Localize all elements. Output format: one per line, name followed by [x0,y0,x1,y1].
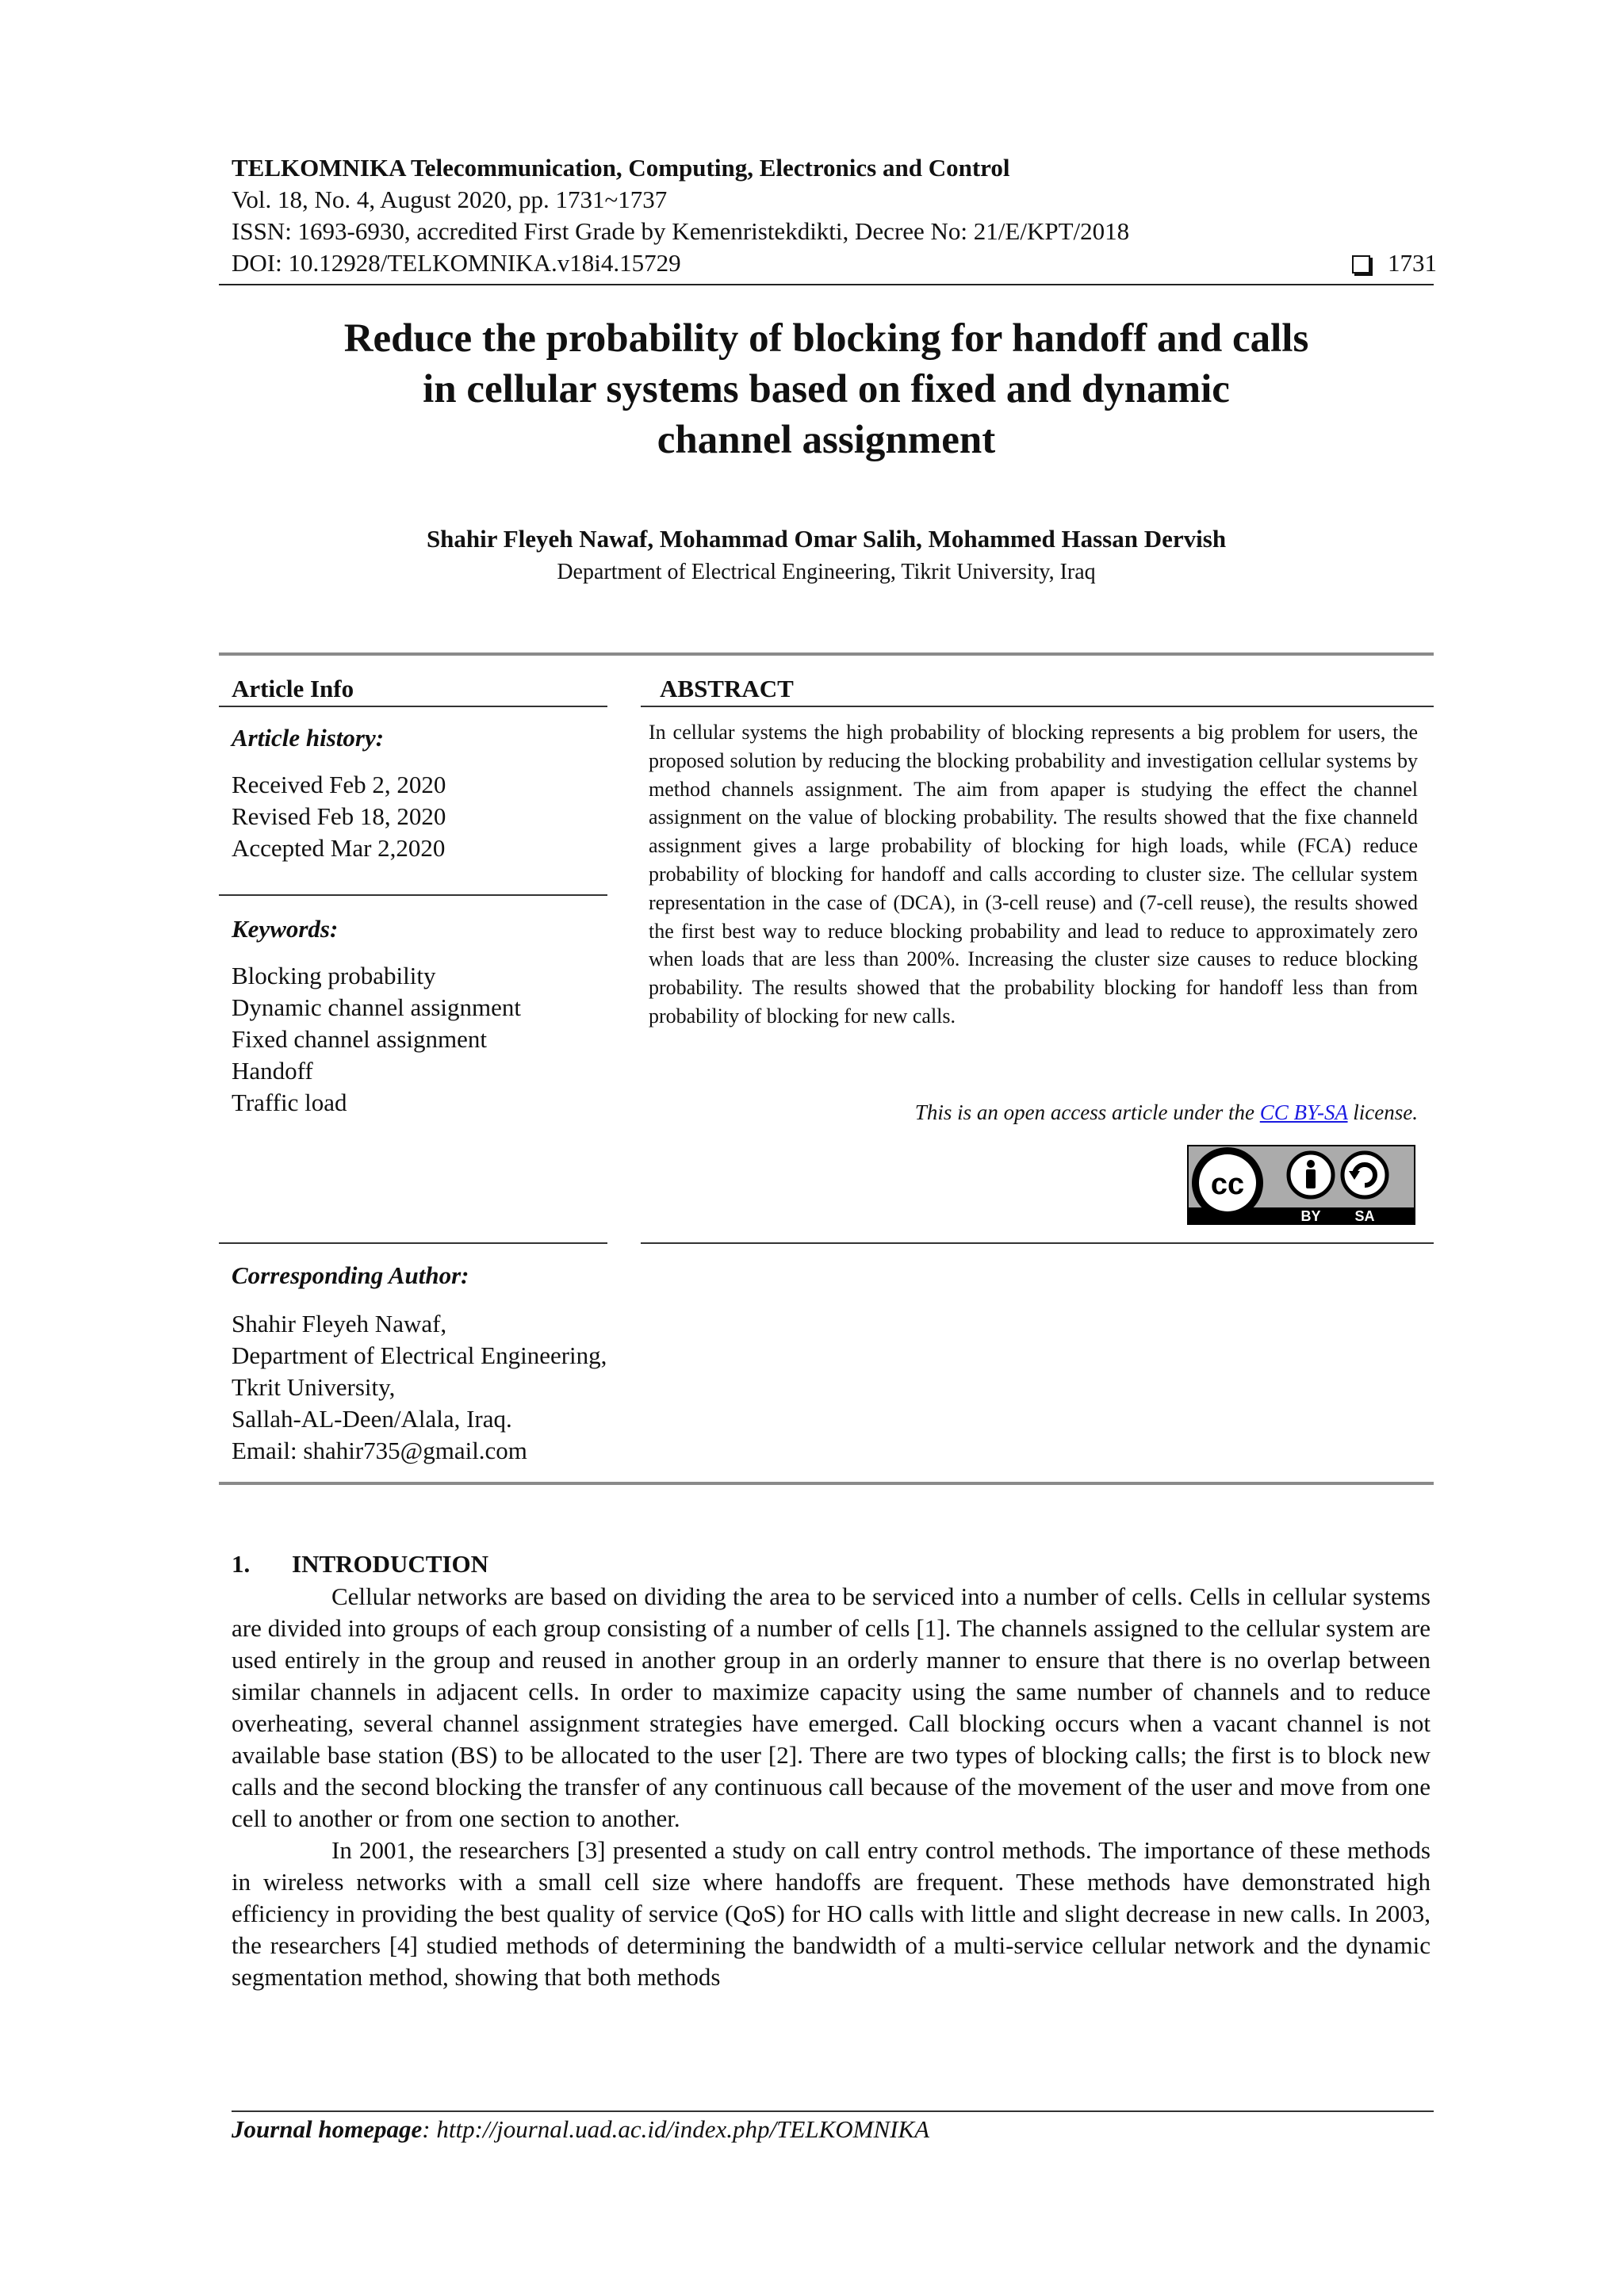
title-line: channel assignment [657,418,996,462]
history-heading: Article history: [232,724,385,752]
journal-header [232,152,1437,279]
journal-title: TELKOMNIKA Telecommunication, Computing, Electronics and Control [232,154,1010,182]
corresponding-heading: Corresponding Author: [232,1261,469,1289]
by-label: BY [1300,1208,1321,1224]
keyword-item: Dynamic channel assignment [232,993,522,1021]
history-item: Accepted Mar 2,2020 [232,834,446,862]
journal-doi: DOI: 10.12928/TELKOMNIKA.v18i4.15729 [232,249,681,277]
article-info-heading: Article Info [232,675,354,702]
introduction-body [232,1581,1431,1993]
corresponding-lines [232,1308,607,1467]
abstract-rule [641,706,1434,707]
license-line [649,1100,1418,1125]
abstract-heading: ABSTRACT [660,675,794,702]
journal-homepage [232,2115,929,2144]
keyword-item: Traffic load [232,1089,347,1116]
abstract-bottom-rule [641,1242,1434,1244]
license-prefix: This is an open access article under the [914,1100,1260,1124]
homepage-label: Journal homepage [232,2115,423,2143]
homepage-url[interactable]: : http://journal.uad.ac.id/index.php/TELKOMNIKA [422,2115,930,2143]
paper-affiliation: Department of Electrical Engineering, Tikrit University, Iraq [557,560,1096,584]
cc-letters: cc [1210,1168,1245,1201]
body-paragraph: Cellular networks are based on dividing the area to be serviced into a number of cells. Cells in cellular systems are divided into groups of each group consisting of a number of cells [1]. The channels assigned to the cellular system are used entirely in the group and reused in another group in an orderly manner to ensure that there is no overlap between similar channels in adjacent cells. In order to maximize capacity using the same number of channels and to reduce overheating, several channel assignment strategies have emerged. Call blocking occurs when a vacant channel is not available base station (BS) to be allocated to the user [2]. There are two types of blocking calls; the first is to block new calls and the second blocking the transfer of any continuous call because of the movement of the user and move from one cell to another or from one section to another. [232,1582,1431,1832]
introduction-heading [232,1550,488,1578]
history-item: Revised Feb 18, 2020 [232,802,446,830]
page-number-group [1352,247,1437,279]
history-list [232,769,446,864]
footer-rule [232,2110,1434,2112]
paper-title [219,313,1434,465]
keyword-item: Blocking probability [232,962,436,989]
journal-issn: ISSN: 1693-6930, accredited First Grade by Kemenristekdikti, Decree No: 21/E/KPT/2018 [232,217,1130,245]
section-title: INTRODUCTION [292,1550,489,1578]
info-top-rule [219,652,1434,656]
abstract-text: In cellular systems the high probability of blocking represents a big problem for users, the proposed solution by reducing the blocking probability and investigation cellular systems by method channels assignment. The aim from apaper is studying the effect the channel assignment on the value of blocking probability. The results showed that the fixe channeld assignment gives a large probability of blocking for high loads, while (FCA) reduce probability of blocking for handoff and calls according to cluster size. The cellular system representation in the case of (DCA), in (3-cell reuse) and (7-cell reuse), the results showed the first best way to reduce blocking probability and lead to reduce to approximately zero when loads that are less than 200%. Increasing the cluster size causes to reduce blocking probability. The results showed that the probability blocking for handoff less than from probability of blocking for new calls. [649,721,1418,1027]
keywords-heading: Keywords: [232,915,339,943]
title-line: Reduce the probability of blocking for handoff and calls [343,316,1309,361]
keyword-item: Handoff [232,1057,313,1085]
info-bottom-rule [219,1482,1434,1485]
page-box-icon [1352,255,1370,274]
page-number: 1731 [1388,249,1437,277]
corresponding-line: Sallah-AL-Deen/Alala, Iraq. [232,1405,512,1433]
corresponding-line: Shahir Fleyeh Nawaf, [232,1310,447,1337]
corresponding-line: Email: shahir735@gmail.com [232,1437,527,1464]
corresponding-line: Tkrit University, [232,1373,396,1401]
article-info-rule [219,706,607,707]
body-paragraph: In 2001, the researchers [3] presented a study on call entry control methods. The importance of these methods in wireless networks with a small cell size where handoffs are frequent. These methods have demonstrated high efficiency in providing the best quality of service (QoS) for HO calls with little and slight decrease in new calls. In 2003, the researchers [4] studied methods of determining the bandwidth of a multi-service cellular network and the dynamic segmentation method, showing that both methods [232,1836,1431,1991]
license-suffix: license. [1347,1100,1418,1124]
sa-label: SA [1354,1208,1375,1224]
history-item: Received Feb 2, 2020 [232,771,446,798]
cc-by-sa-badge [1187,1145,1415,1225]
corresponding-line: Department of Electrical Engineering, [232,1341,607,1369]
title-line: in cellular systems based on fixed and dynamic [423,367,1230,411]
section-number: 1. [232,1550,251,1578]
header-rule [219,284,1434,285]
paper-authors: Shahir Fleyeh Nawaf, Mohammad Omar Salih, Mohammed Hassan Dervish [426,525,1227,553]
license-link[interactable]: CC BY-SA [1259,1100,1348,1124]
keywords-list [232,960,521,1119]
keywords-rule [219,894,607,896]
keyword-item: Fixed channel assignment [232,1025,487,1053]
journal-volume: Vol. 18, No. 4, August 2020, pp. 1731~1737 [232,186,668,213]
corresponding-rule [219,1242,607,1244]
